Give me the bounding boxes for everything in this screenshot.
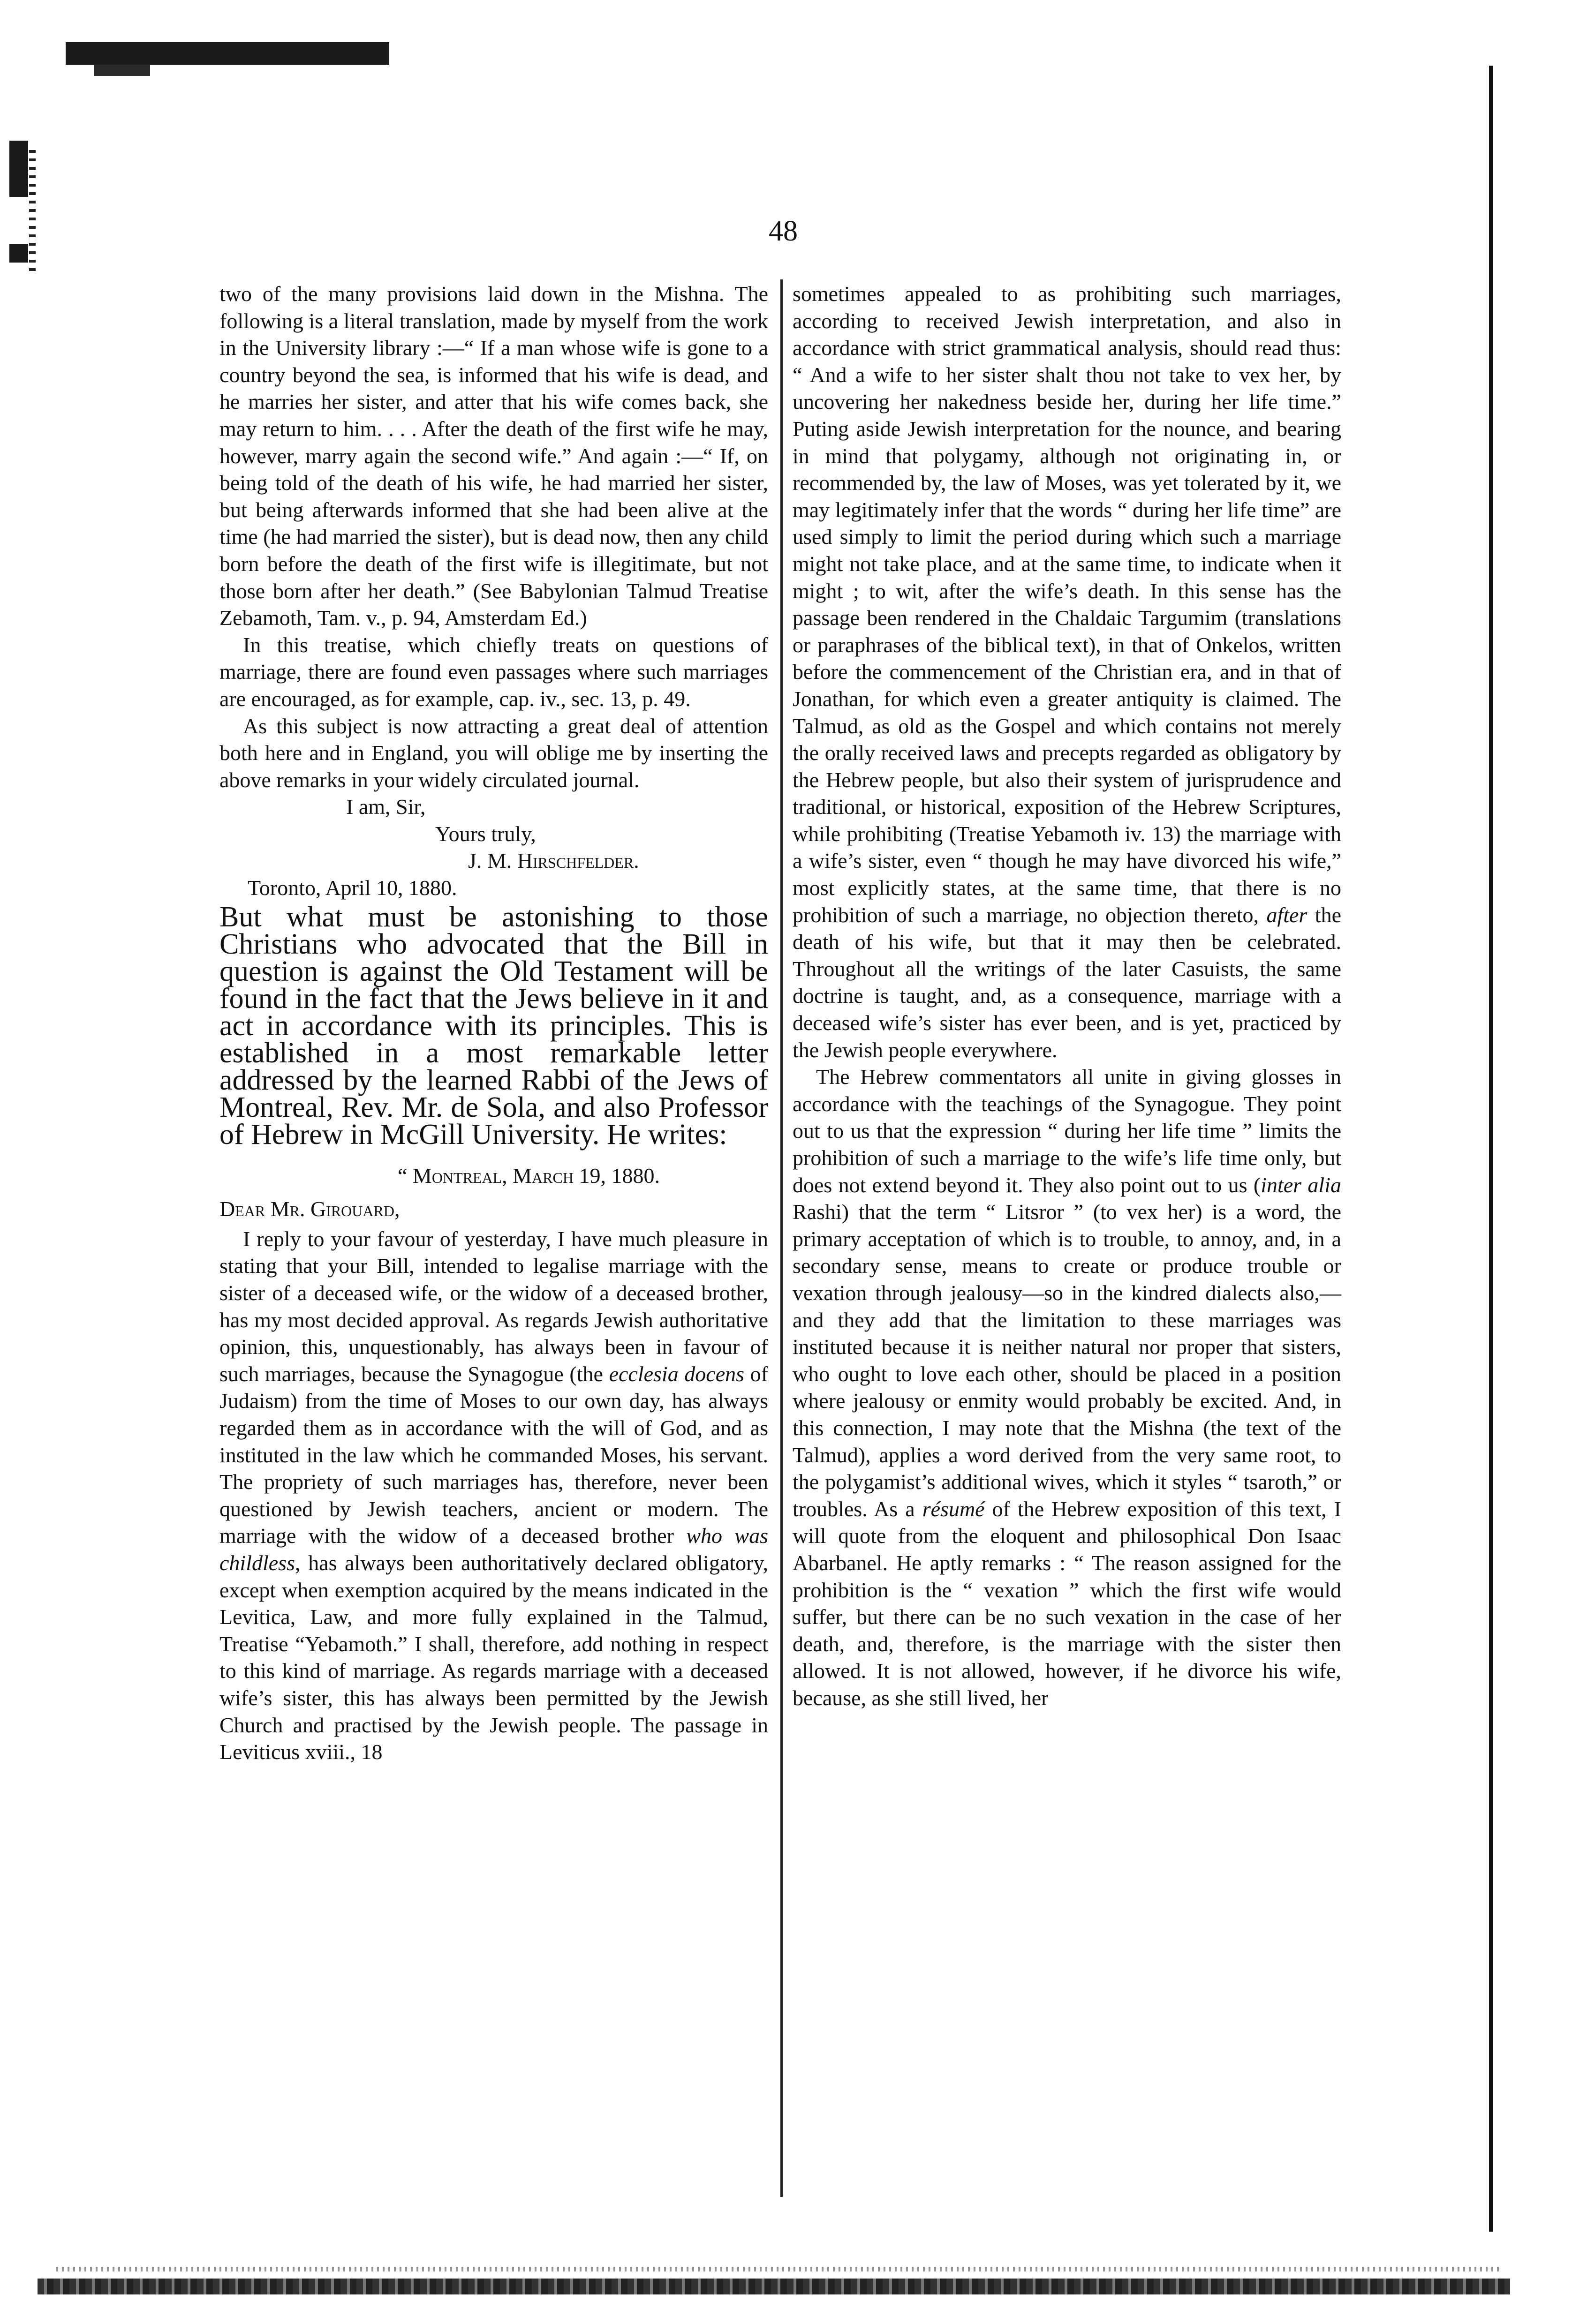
text-run: sometimes appealed to as prohibiting such marriages, according to received Jewish interpretation, and also in accordance with strict grammatical analysis, should read thus: “ And a wife to her sister shalt thou not take to vex her, by uncovering her nakedness beside her, during her life time.” Puting aside Jewish interpretation for the nounce, and bearing in mind that polygamy, although not originating in, or recommended by, the law of Moses, was yet tolerated by it, we may legitimately infer that the words “ during her life time” are used simply to limit the period during which such a marriage might not take place, and at the same time, to indicate when it might ; to wit, after the wife’s death. In this sense has the passage been rendered in the Chaldaic Targumim (translations or paraphrases of the biblical text), in that of Onkelos, written before the commencement of the Christian era, and in that of Jonathan, for which even a greater antiquity is claimed. The Talmud, as old as the Gospel and which contains not merely the orally received laws and precepts regarded as obligatory by the Hebrew people, but also their system of jurisprudence and traditional, or historical, exposition of the Hebrew Scriptures, while prohibiting (Treatise Yebamoth iv. 13) the marriage with a wife’s sister, even “ though he may have divorced his wife,” most explicitly states, at the same time, that there is no prohibition of such a marriage, no objection thereto, (793, 282, 1341, 927)
page-edge-line (1489, 66, 1493, 2232)
text-run: the death of his wife, but that it may then be celebrated. Throughout all the writings of the later Casuists, the same doctrine is taught, and, as a consequence, marriage with a deceased wife’s sister has ever been, and is yet, practiced by the Jewish people everywhere. (793, 903, 1341, 1062)
letter-paragraph (219, 1226, 768, 1766)
editorial-paragraph: But what must be astonishing to those Christians who advocated that the Bill in question is against the Old Testament will be found in the fact that the Jews believe in it and act in accordance with its principles. This is established in a most remarkable letter addressed by the learned Rabbi of the Jews of Montreal, Rev. Mr. de Sola, and also Professor of Hebrew in McGill University. He writes: (219, 901, 768, 1151)
text-run: I reply to your favour of yesterday, I have much pleasure in stating that your Bill, intended to legalise marriage with the sister of a deceased wife, or the widow of a deceased brother, has my most decided approval. As regards Jewish authoritative opinion, this, unquestionably, has always been in favour of such marriages, because the Synagogue (the (219, 1226, 768, 1386)
text-run: Rashi) that the term “ Litsror ” (to vex her) is a word, the primary acceptation of which is to trouble, to annoy, and, in a secondary sense, means to create or produce trouble or vexation through jealousy—so in the kindred dialects also,—and they add that the limitation to these marriages was instituted because it is neither natural nor proper that sisters, who ought to love each other, should be placed in a position where jealousy or enmity would probably be excited. And, in this connection, I may note that the Mishna (the text of the Talmud), applies a word derived from the very same root, to the polygamist’s additional wives, which it styles “ tsaroth,” or troubles. As a (793, 1200, 1341, 1521)
scan-edge-artifact (9, 244, 28, 263)
text-run: of Judaism) from the time of Moses to our own day, has always regarded them as in accordance with the will of God, and as instituted in the law which he commanded Moses, his servant. The propriety of such marriages has, therefore, never been questioned by Jewish teachers, ancient or modern. The marriage with the widow of a deceased brother (219, 1361, 768, 1548)
scan-edge-artifact (66, 42, 389, 65)
salutation: Dear Mr. Girouard, (219, 1197, 400, 1221)
italic-run: ecclesia docens (609, 1361, 745, 1386)
scan-edge-artifact (56, 2267, 1501, 2271)
scan-edge-artifact (94, 65, 150, 76)
paragraph (793, 1063, 1341, 1711)
italic-run: résumé (922, 1497, 985, 1521)
column-divider (780, 279, 783, 2197)
right-column (793, 280, 1341, 1711)
left-column (219, 280, 768, 1766)
text-run: of the Hebrew exposition of this text, I will quote from the eloquent and philosophical Don Isaac Abarbanel. He aptly remarks : “ The reason assigned for the prohibition is the “ vexation ” which the first wife would suffer, but there can be no such vexation in the case of her death, and, therefore, is the marriage with the sister then allowed. It is not allowed, however, if he divorce his wife, because, as she still lived, her (793, 1497, 1342, 1710)
paragraph: two of the many provisions laid down in the Mishna. The following is a literal translation, made by myself from the work in the University library :—“ If a man whose wife is gone to a country beyond the sea, is informed that his wife is dead, and he marries her sister, and atter that his wife comes back, she may return to him. . . . After the death of the first wife he may, however, marry again the second wife.” And again :—“ If, on being told of the death of his wife, he had married her sister, but being afterwards informed that she had been alive at the time (he had married the sister), but is dead now, then any child born before the death of the first wife is illegitimate, but not those born after her death.” (See Babylonian Talmud Treatise Zebamoth, Tam. v., p. 94, Amsterdam Ed.) (219, 282, 768, 630)
scan-edge-artifact (29, 150, 36, 272)
paragraph: In this treatise, which chiefly treats on questions of marriage, there are found even passages where such marriages are encouraged, as for example, cap. iv., sec. 13, p. 49. (219, 632, 768, 711)
page-number: 48 (769, 215, 798, 247)
italic-run: who was childless (219, 1524, 769, 1575)
letter-date: Toronto, April 10, 1880. (248, 876, 457, 900)
scan-edge-artifact (38, 2279, 1510, 2294)
signoff-line: I am, Sir, (346, 795, 426, 819)
italic-run: inter alia (1261, 1173, 1341, 1197)
scan-edge-artifact (9, 141, 28, 197)
paragraph: As this subject is now attracting a great deal of attention both here and in England, you will oblige me by inserting the above remarks in your widely circulated journal. (219, 714, 768, 792)
text-run: The Hebrew commentators all unite in giving glosses in accordance with the teachings of the Synagogue. They point out to us that the expression “ during her life time ” limits the prohibition of such a marriage to the wife’s life time only, but does not extend beyond it. They also point out to us ( (793, 1065, 1341, 1197)
letter-dateline: “ Montreal, March 19, 1880. (398, 1163, 660, 1188)
paragraph (793, 280, 1341, 1063)
text-run: , has always been authoritatively declared obligatory, except when exemption acquired by the means indicated in the Levitica, Law, and more fully explained in the Talmud, Treatise “Yebamoth.” I shall, therefore, add nothing in respect to this kind of marriage. As regards marriage with a deceased wife’s sister, this has always been permitted by the Jewish Church and practised by the Jewish people. The passage in Leviticus xviii., 18 (219, 1550, 768, 1764)
italic-run: after (1266, 903, 1307, 927)
signoff-line: Yours truly, (435, 821, 536, 846)
author-signature: J. M. Hirschfelder. (468, 849, 639, 873)
